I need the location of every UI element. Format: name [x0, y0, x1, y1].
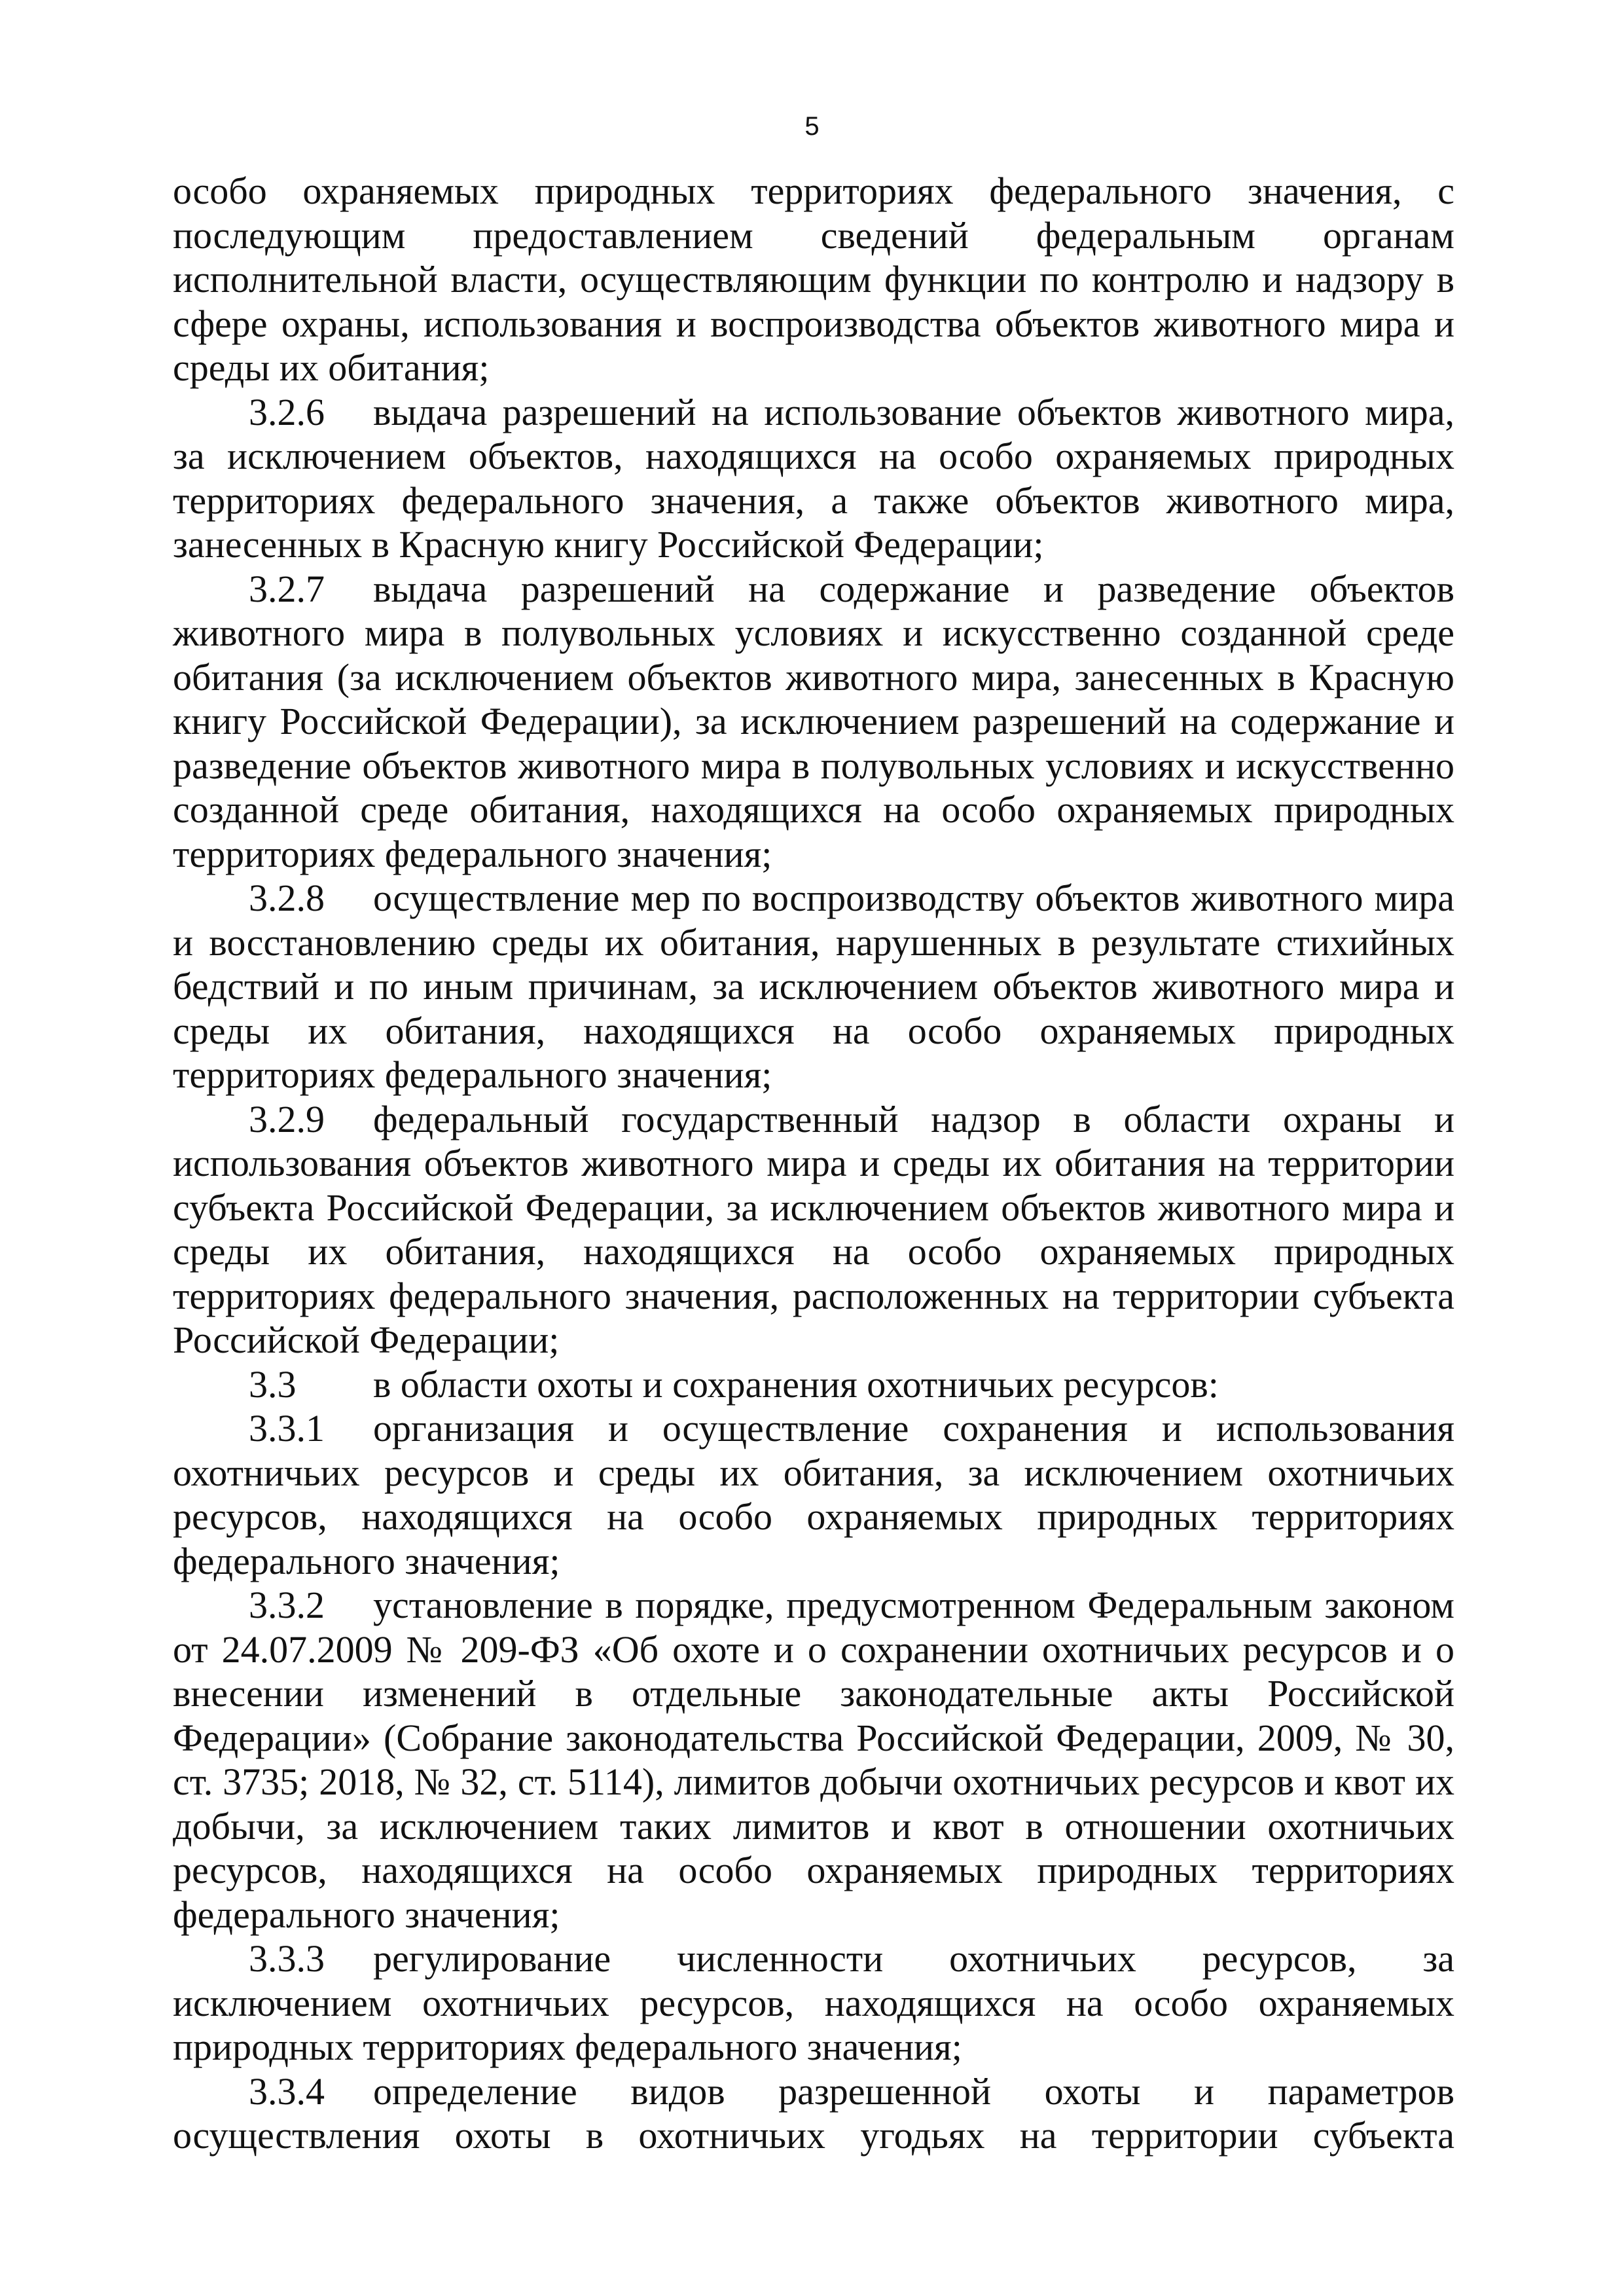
item-text: установление в порядке, предусмотренном Федеральным законом от 24.07.2009 № 209-ФЗ «Об охоте и о сохранении охотничьих ресурсов и о внесении изменений в отдельные законодательные акты Российской Федерации» (Собрание законодательства Российской Федерации, 2009, № 30, ст. 3735; 2018, № 32, ст. 5114), лимитов добычи охотничьих ресурсов и квот их добычи, за исключением таких лимитов и квот в отношении охотничьих ресурсов, находящихся на особо охраняемых природных территориях федерального значения;	[173, 1584, 1454, 1936]
item-3-3-4	[173, 2069, 1454, 2158]
item-text: организация и осуществление сохранения и использования охотничьих ресурсов и среды их обитания, за исключением охотничьих ресурсов, находящихся на особо охраняемых природных территориях федерального значения;	[173, 1407, 1454, 1582]
continuation-paragraph: особо охраняемых природных территориях федерального значения, с последующим предоставлением сведений федеральным органам исполнительной власти, осуществляющим функции по контролю и надзору в сфере охраны, использования и воспроизводства объектов животного мира и среды их обитания;	[173, 170, 1454, 389]
item-3-3-3	[173, 1937, 1454, 2069]
item-number: 3.3	[249, 1362, 297, 1406]
item-3-2-8	[173, 876, 1454, 1097]
item-number: 3.2.9	[249, 1097, 325, 1140]
page-number: 5	[804, 112, 820, 141]
item-3-3	[173, 1362, 1454, 1407]
item-number: 3.3.1	[249, 1407, 325, 1449]
item-3-2-7	[173, 567, 1454, 877]
item-text: в области охоты и сохранения охотничьих ресурсов:	[373, 1362, 1219, 1406]
item-text: выдача разрешений на содержание и разведение объектов животного мира в полувольных условиях и искусственно созданной среде обитания (за исключением объектов животного мира, занесенных в Красную книгу Российской Федерации), за исключением разрешений на содержание и разведение объектов животного мира в полувольных условиях и искусственно созданной среде обитания, находящихся на особо охраняемых природных территориях федерального значения;	[173, 567, 1454, 875]
item-text: определение видов разрешенной охоты и параметров осуществления охоты в охотничьих угодьях на территории субъекта	[173, 2069, 1454, 2157]
item-number: 3.3.4	[249, 2069, 325, 2113]
item-3-2-9	[173, 1097, 1454, 1362]
document-body	[173, 169, 1454, 2158]
item-number: 3.2.7	[249, 567, 325, 610]
item-3-2-6	[173, 390, 1454, 567]
item-text: выдача разрешений на использование объектов животного мира, за исключением объектов, находящихся на особо охраняемых природных территориях федерального значения, а также объектов животного мира, занесенных в Красную книгу Российской Федерации;	[173, 390, 1454, 566]
item-3-3-1	[173, 1406, 1454, 1583]
item-number: 3.3.3	[249, 1937, 325, 1980]
item-number: 3.2.6	[249, 390, 325, 433]
item-3-3-2	[173, 1583, 1454, 1937]
item-number: 3.2.8	[249, 877, 325, 919]
item-text: регулирование численности охотничьих ресурсов, за исключением охотничьих ресурсов, находящихся на особо охраняемых природных территориях федерального значения;	[173, 1937, 1454, 2068]
item-text: осуществление мер по воспроизводству объектов животного мира и восстановлению среды их обитания, нарушенных в результате стихийных бедствий и по иным причинам, за исключением объектов животного мира и среды их обитания, находящихся на особо охраняемых природных территориях федерального значения;	[173, 877, 1454, 1096]
item-text: федеральный государственный надзор в области охраны и использования объектов животного мира и среды их обитания на территории субъекта Российской Федерации, за исключением объектов животного мира и среды их обитания, находящихся на особо охраняемых природных территориях федерального значения, расположенных на территории субъекта Российской Федерации;	[173, 1097, 1454, 1361]
item-number: 3.3.2	[249, 1584, 325, 1626]
